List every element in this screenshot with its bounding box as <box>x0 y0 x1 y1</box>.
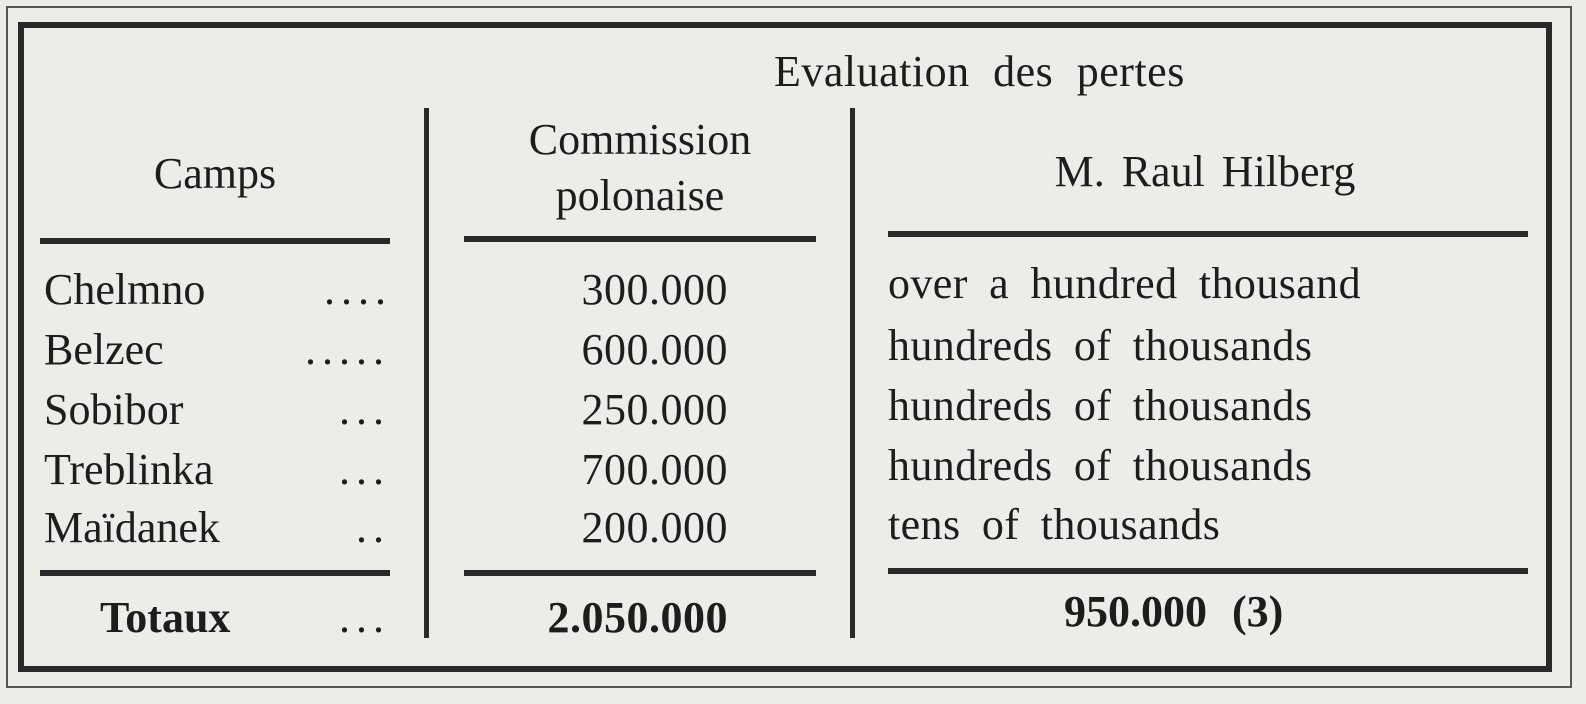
total-commission: 2.050.000 <box>547 593 728 642</box>
leader-dots: ..... <box>305 325 390 374</box>
camp-name: Treblinka <box>44 445 214 494</box>
header-rule-commission <box>464 236 816 242</box>
leader-dots: ... <box>339 445 390 494</box>
total-rule-hilberg <box>888 568 1528 574</box>
totals-label: Totaux <box>100 593 231 642</box>
header-rule-camps <box>40 238 390 244</box>
column-divider-right <box>850 108 855 638</box>
leader-dots: .. <box>356 503 390 552</box>
camp-name: Belzec <box>44 325 164 374</box>
commission-value: 250.000 <box>581 385 728 434</box>
header-hilberg: M. Raul Hilberg <box>1054 147 1356 196</box>
hilberg-estimate: hundreds of thousands <box>888 441 1313 490</box>
leader-dots: .... <box>324 265 392 314</box>
commission-value: 200.000 <box>581 503 728 552</box>
commission-value: 600.000 <box>581 325 728 374</box>
hilberg-estimate: tens of thousands <box>888 500 1221 549</box>
hilberg-estimate: hundreds of thousands <box>888 321 1313 370</box>
header-camps: Camps <box>153 149 277 198</box>
total-rule-commission <box>464 570 816 576</box>
leader-dots: ... <box>339 593 390 642</box>
table-title: Evaluation des pertes <box>774 47 1185 96</box>
header-rule-hilberg <box>888 231 1528 237</box>
column-divider-left <box>424 108 429 638</box>
header-commission: Commission polonaise <box>528 115 752 221</box>
commission-value: 300.000 <box>581 265 728 314</box>
camp-name: Maïdanek <box>44 503 220 552</box>
total-hilberg: 950.000 (3) <box>1064 587 1284 636</box>
total-rule-camps <box>40 570 390 576</box>
hilberg-estimate: hundreds of thousands <box>888 381 1313 430</box>
commission-value: 700.000 <box>581 445 728 494</box>
camp-name: Chelmno <box>44 265 206 314</box>
hilberg-estimate: over a hundred thousand <box>888 259 1361 308</box>
leader-dots: ... <box>339 385 390 434</box>
camp-name: Sobibor <box>44 385 184 434</box>
